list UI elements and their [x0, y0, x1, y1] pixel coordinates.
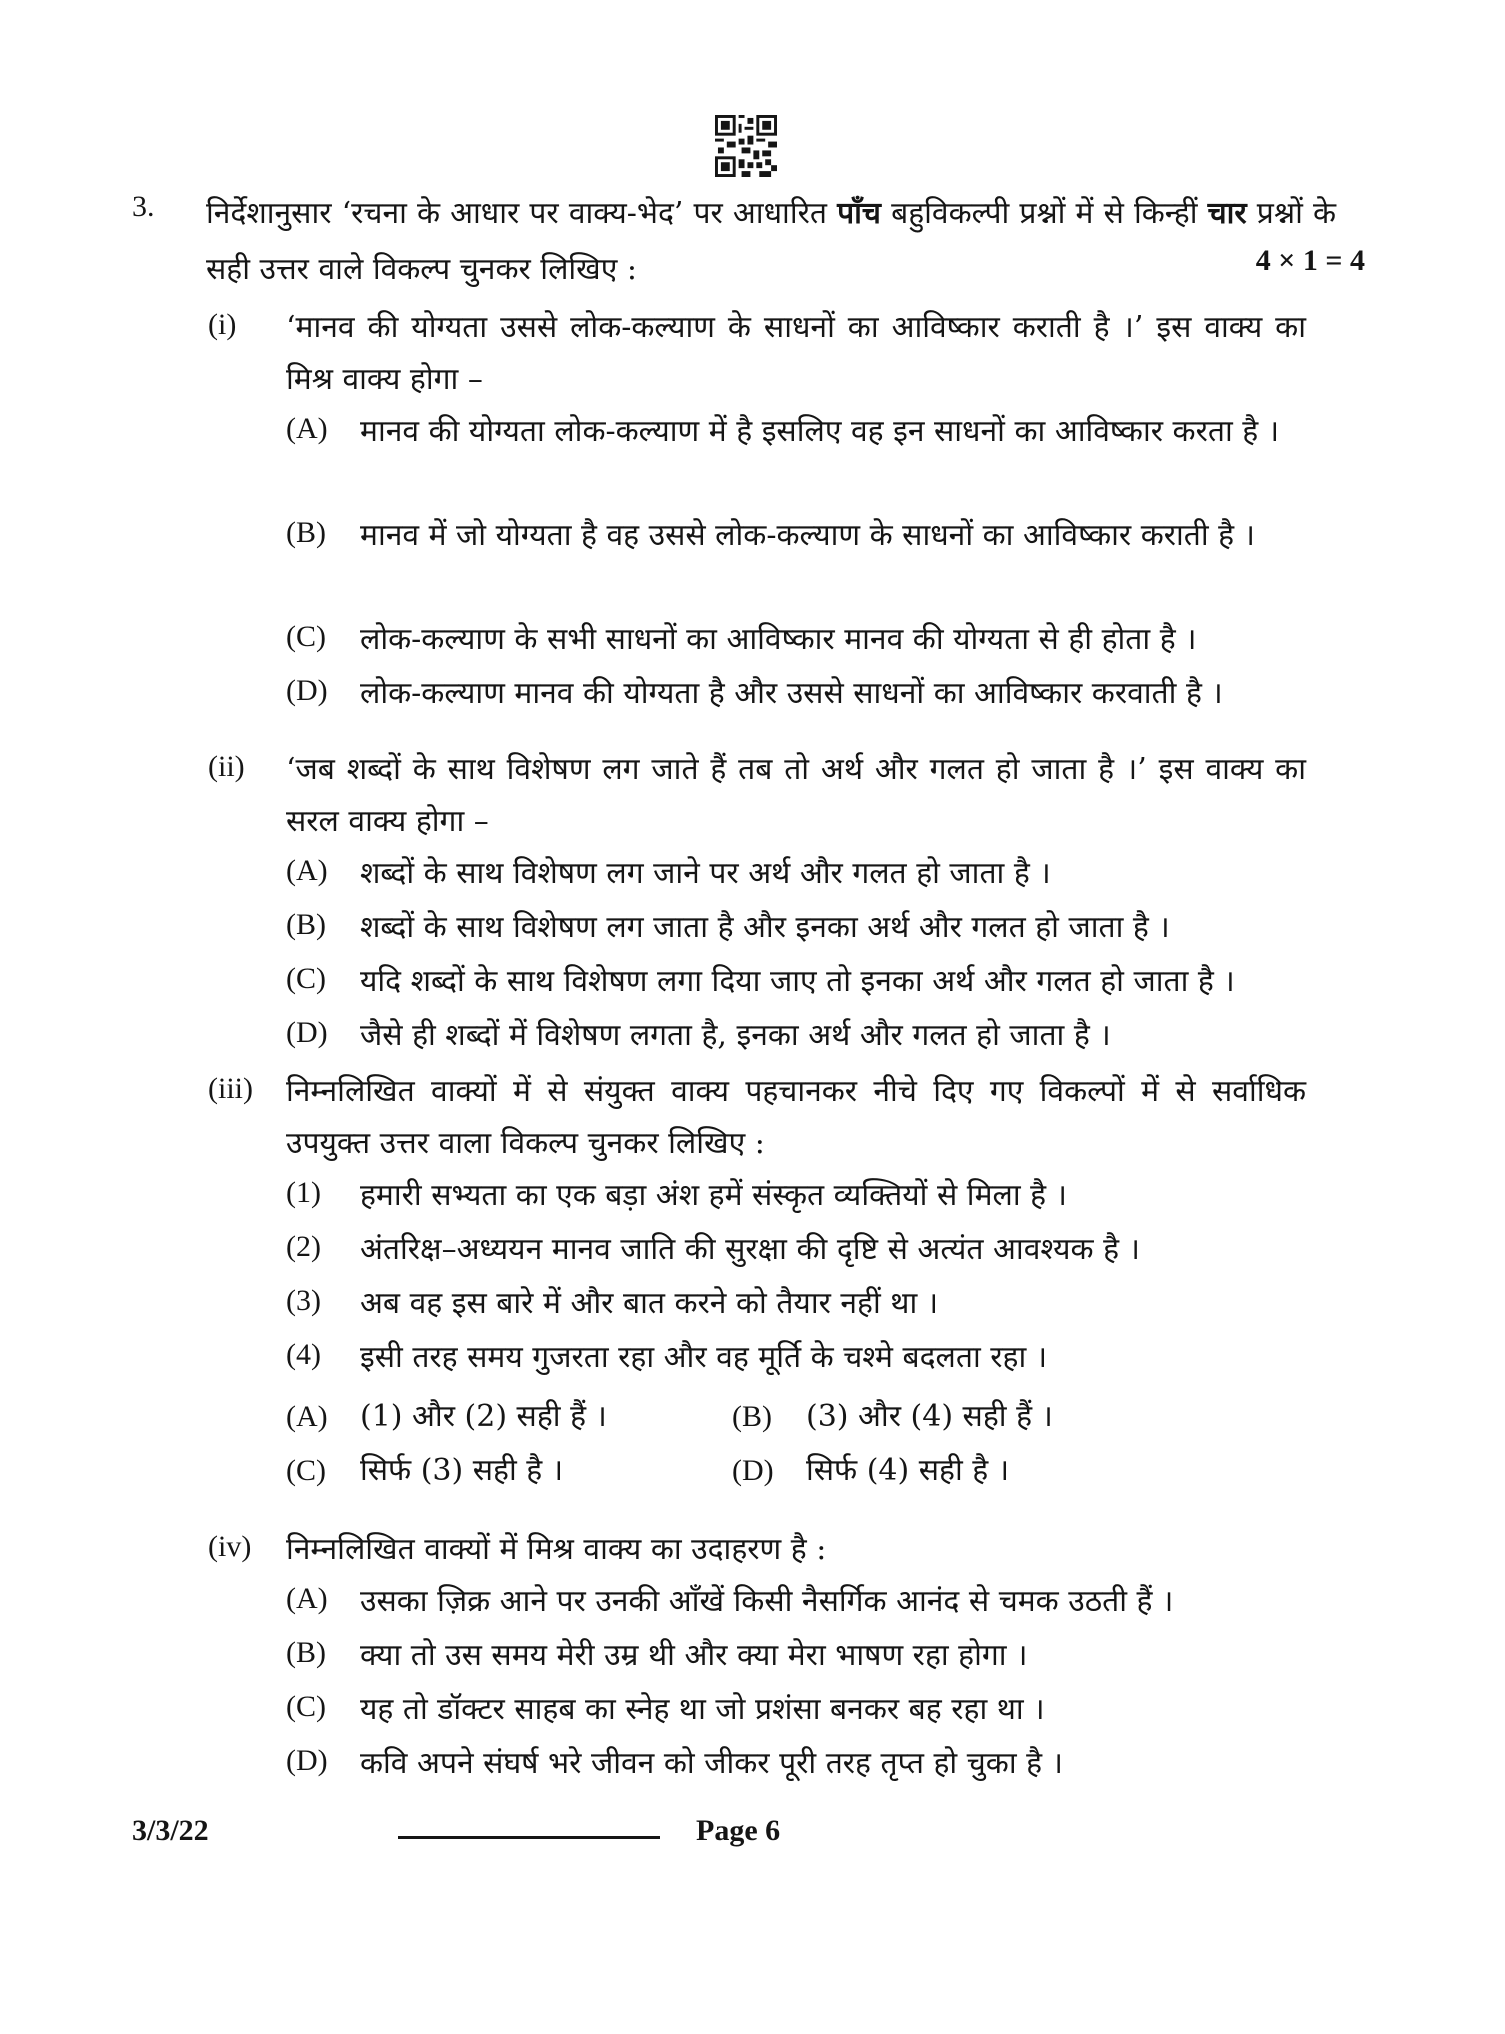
subq-1-opt-d-text: लोक-कल्याण मानव की योग्यता है और उससे साधनों का आविष्कार करवाती है । — [360, 676, 1223, 711]
subq-3-stmt-1-text: हमारी सभ्यता का एक बड़ा अंश हमें संस्कृत व्यक्तियों से मिला है । — [360, 1178, 1067, 1213]
subq-3-opt-c-text: सिर्फ (3) सही है । — [360, 1453, 564, 1488]
subq-3-opt-c-label: (C) — [286, 1454, 326, 1487]
footer-divider — [398, 1836, 660, 1839]
subq-4-opt-d-text: कवि अपने संघर्ष भरे जीवन को जीकर पूरी तरह तृप्त हो चुका है । — [360, 1746, 1063, 1781]
subq-4-opt-d-label: (D) — [286, 1744, 328, 1777]
subq-3-opt-d-label: (D) — [732, 1454, 774, 1487]
subq-4-opt-b-label: (B) — [286, 1636, 326, 1669]
subq-3-stmt-1-label: (1) — [286, 1176, 321, 1209]
subq-4-label: (iv) — [208, 1530, 252, 1563]
subq-3-opt-b-text: (3) और (4) सही हैं । — [806, 1399, 1053, 1434]
subq-3-opt-d-text: सिर्फ (4) सही है । — [806, 1453, 1010, 1488]
page-number: Page 6 — [696, 1814, 781, 1847]
subq-1-opt-c-label: (C) — [286, 620, 326, 653]
subq-4-opt-c-text: यह तो डॉक्टर साहब का स्नेह था जो प्रशंसा बनकर बह रहा था । — [360, 1692, 1045, 1727]
subq-3-stmt-3-text: अब वह इस बारे में और बात करने को तैयार नहीं था । — [360, 1286, 939, 1321]
subq-1-opt-a-label: (A) — [286, 412, 328, 445]
subq-2-opt-d-text: जैसे ही शब्दों में विशेषण लगता है, इनका अर्थ और गलत हो जाता है । — [360, 1018, 1111, 1053]
subq-2-opt-b-label: (B) — [286, 908, 326, 941]
subq-2-opt-c-text: यदि शब्दों के साथ विशेषण लगा दिया जाए तो इनका अर्थ और गलत हो जाता है । — [360, 964, 1235, 999]
subq-2-opt-a-text: शब्दों के साथ विशेषण लग जाने पर अर्थ और गलत हो जाता है । — [360, 856, 1051, 891]
subq-3-label: (iii) — [208, 1072, 253, 1105]
subq-2-opt-c-label: (C) — [286, 962, 326, 995]
paper-code: 3/3/22 — [132, 1814, 209, 1847]
bold-five: पाँच — [837, 196, 881, 231]
subq-3-text: निम्नलिखित वाक्यों में से संयुक्त वाक्य पहचानकर नीचे दिए गए विकल्पों में से सर्वाधिक उपयुक्त उत्तर वाला विकल्प चुनकर लिखिए : — [286, 1074, 1306, 1161]
bold-four: चार — [1207, 196, 1247, 231]
subq-2-opt-a-label: (A) — [286, 854, 328, 887]
question-number: 3. — [132, 190, 155, 223]
subq-2-opt-b-text: शब्दों के साथ विशेषण लग जाता है और इनका अर्थ और गलत हो जाता है । — [360, 910, 1170, 945]
question-instruction: निर्देशानुसार ‘रचना के आधार पर वाक्य-भेद’ पर आधारित पाँच बहुविकल्पी प्रश्नों में से किन्हीं चार प्रश्नों के सही उत्तर वाले विकल्प चुनकर लिखिए : — [206, 196, 1336, 287]
subq-2-label: (ii) — [208, 750, 245, 783]
subq-1-opt-a-text: मानव की योग्यता लोक-कल्याण में है इसलिए वह इन साधनों का आविष्कार करता है । — [360, 414, 1280, 449]
subq-1-opt-b-text: मानव में जो योग्यता है वह उससे लोक-कल्याण के साधनों का आविष्कार कराती है । — [360, 518, 1256, 553]
subq-3-stmt-4-label: (4) — [286, 1338, 321, 1371]
qr-code-icon — [715, 115, 777, 177]
subq-4-opt-c-label: (C) — [286, 1690, 326, 1723]
subq-4-opt-b-text: क्या तो उस समय मेरी उम्र थी और क्या मेरा भाषण रहा होगा । — [360, 1638, 1028, 1673]
subq-1-opt-c-text: लोक-कल्याण के सभी साधनों का आविष्कार मानव की योग्यता से ही होता है । — [360, 622, 1197, 657]
subq-3-opt-b-label: (B) — [732, 1400, 772, 1433]
subq-1-text: ‘मानव की योग्यता उससे लोक-कल्याण के साधनों का आविष्कार कराती है ।’ इस वाक्य का मिश्र वाक्य होगा – — [286, 310, 1306, 397]
subq-3-opt-a-text: (1) और (2) सही हैं । — [360, 1399, 607, 1434]
subq-4-opt-a-label: (A) — [286, 1582, 328, 1615]
subq-2-text: ‘जब शब्दों के साथ विशेषण लग जाते हैं तब तो अर्थ और गलत हो जाता है ।’ इस वाक्य का सरल वाक्य होगा – — [286, 752, 1306, 839]
subq-1-label: (i) — [208, 308, 237, 341]
subq-3-stmt-2-label: (2) — [286, 1230, 321, 1263]
subq-3-opt-a-label: (A) — [286, 1400, 328, 1433]
subq-2-opt-d-label: (D) — [286, 1016, 328, 1049]
subq-3-stmt-4-text: इसी तरह समय गुजरता रहा और वह मूर्ति के चश्मे बदलता रहा । — [360, 1340, 1048, 1375]
subq-4-text: निम्नलिखित वाक्यों में मिश्र वाक्य का उदाहरण है : — [286, 1532, 827, 1567]
subq-3-stmt-3-label: (3) — [286, 1284, 321, 1317]
subq-1-opt-d-label: (D) — [286, 674, 328, 707]
question-marks: 4 × 1 = 4 — [1255, 244, 1365, 277]
subq-3-stmt-2-text: अंतरिक्ष–अध्ययन मानव जाति की सुरक्षा की दृष्टि से अत्यंत आवश्यक है । — [360, 1232, 1140, 1267]
subq-4-opt-a-text: उसका ज़िक्र आने पर उनकी आँखें किसी नैसर्गिक आनंद से चमक उठती हैं । — [360, 1584, 1174, 1619]
subq-1-opt-b-label: (B) — [286, 516, 326, 549]
